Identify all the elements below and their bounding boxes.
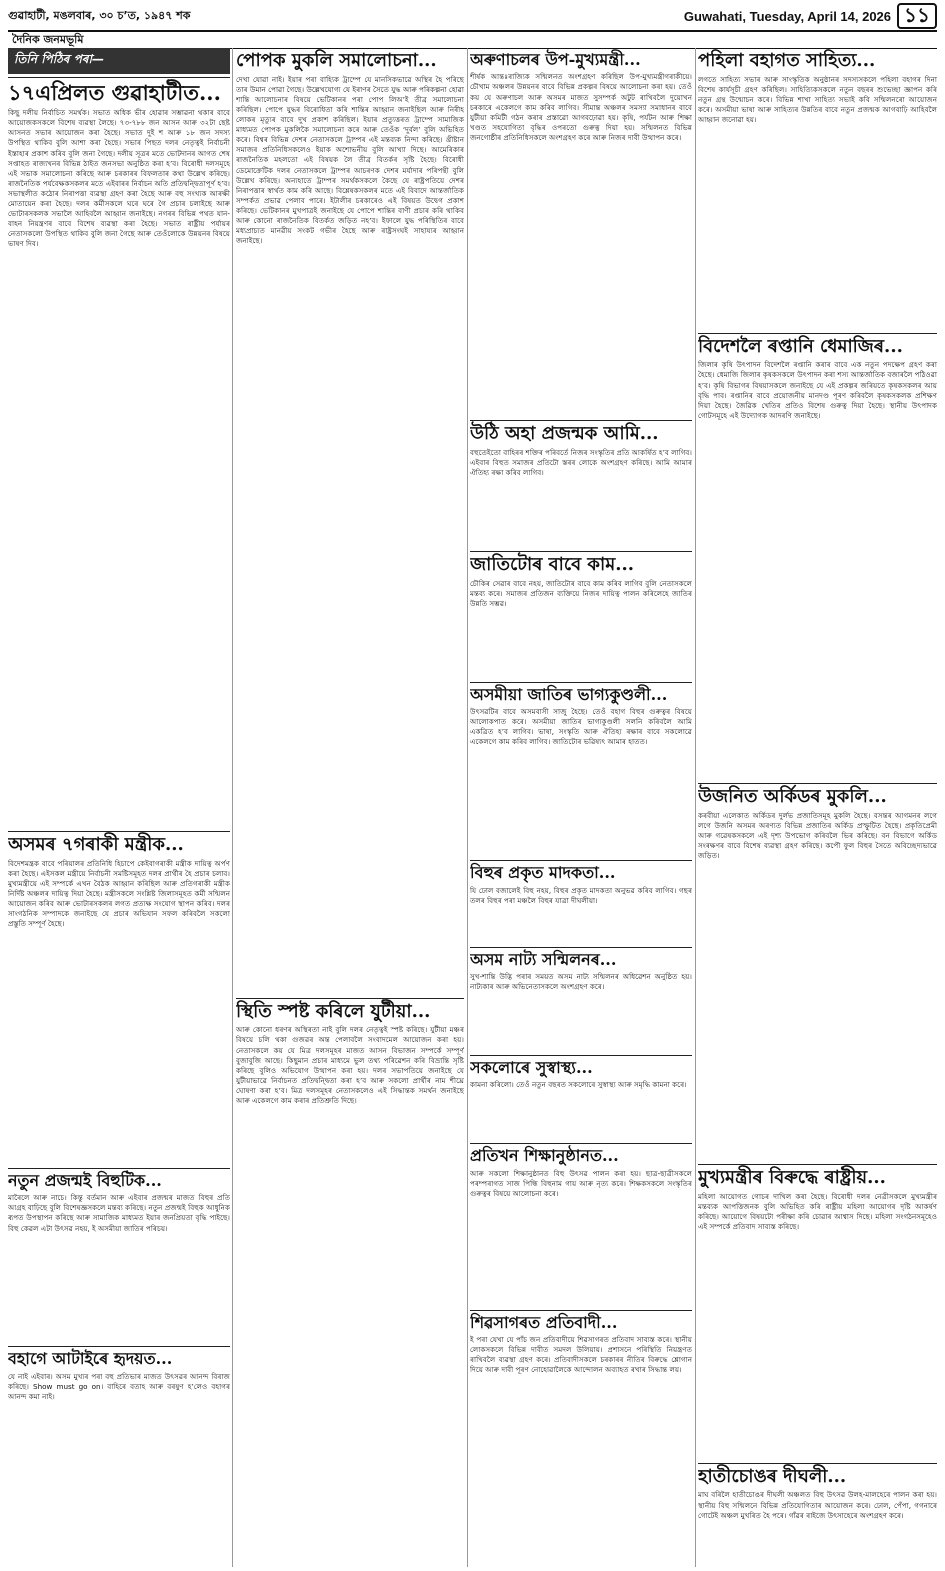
- article-good-health: [470, 1055, 692, 1140]
- column-divider: [232, 48, 233, 1567]
- headline: পোপক মুকলি সমালোচনা...: [236, 50, 437, 71]
- headline: শিৱসাগৰত প্ৰতিবাদী...: [470, 1312, 618, 1332]
- article-seven-ministers: [8, 831, 230, 1165]
- article-cm-womens-commission: [698, 1164, 937, 1460]
- headline: প্ৰতিখন শিক্ষানুষ্ঠানত...: [470, 1146, 619, 1166]
- article-rising-generation: [470, 420, 692, 548]
- article-alliance-stand: [236, 998, 464, 1567]
- headline: ১৭এপ্ৰিলত গুৱাহাটীত...: [8, 80, 221, 105]
- headline: অসমৰ ৭গৰাকী মন্ত্ৰীক...: [8, 834, 184, 856]
- article-natya-sanmilan: [470, 947, 692, 1052]
- headline: উঠি অহা প্ৰজন্মক আমি...: [470, 423, 659, 445]
- column-2: [236, 48, 464, 1567]
- headline: অৰুণাচলৰ উপ-মুখ্যমন্ত্ৰী...: [470, 50, 641, 69]
- article-body: কৰবীয়া এলেকাত অৰ্কিডৰ দুৰ্লভ প্ৰজাতিসমূহ মুকলি হৈছে। বসন্তৰ আগমনৰ লগে লগে উজনি অসমৰ অৰণ্যত বিভিন্ন প্ৰজাতিৰ অৰ্কিড প্ৰস্ফুটিত হৈছে। প্ৰকৃতিপ্ৰেমী আৰু গৱেষকসকলে এই দৃশ্য উপভোগ কৰিবলৈ ভিৰ কৰিছে। বন বিভাগে অৰ্কিড সংৰক্ষণৰ বাবে বিশেষ ব্যৱস্থা গ্ৰহণ কৰিছে। কপৌ ফুল বিহুৰ সৈতে অবিচ্ছেদ্যভাৱে জড়িত।: [698, 811, 937, 861]
- headline: উজনিত অৰ্কিডৰ মুকলি...: [698, 786, 887, 808]
- headline: হাতীচোঙৰ দীঘলী...: [698, 1465, 847, 1487]
- article-assamese-destiny: [470, 682, 692, 857]
- article-body: যে নাই এইবাৰ। অসম মুখ্যৰ পৰা বহু প্ৰতিভাৰ মাজত উৎসৱৰ আনন্দ বিৰাজ কৰিছে। Show must go on। বাহিৰে বতাহ আৰু বৰষুণ হ’লেও বহাগৰ আনন্দ কমা নাই।: [8, 1371, 230, 1401]
- header-date-english: Guwahati, Tuesday, April 14, 2026: [683, 8, 892, 24]
- headline: অসমীয়া জাতিৰ ভাগ্যকুণ্ডলী...: [470, 684, 668, 704]
- article-body: বহুতেইতো বাহিৰৰ শক্তিৰ পৰিবৰ্তে নিজৰ সংস্কৃতিৰ প্ৰতি আকৰ্ষিত হ’ব লাগিব। এইবাৰ বিহুত সমাজৰ প্ৰতিটো স্তৰৰ লোকে অংশগ্ৰহণ কৰিছে। আমি আমাৰ ঐতিহ্য ৰক্ষা কৰিব লাগিব।: [470, 448, 692, 478]
- article-guwahati-meeting: [8, 77, 230, 828]
- column-divider: [695, 48, 696, 1567]
- article-body: কামনা কৰিলো। তেওঁ নতুন বছৰত সকলোৰে সুস্বাস্থ্য আৰু সমৃদ্ধি কামনা কৰে।: [470, 1080, 687, 1090]
- article-orchid-bloom: [698, 783, 937, 1161]
- article-body: সুখ-শান্তি উদ্ভি পৰাৰ সময়ত অসম নাট্য সন্মিলনৰ অধিৱেশন অনুষ্ঠিত হয়। নাট্যকাৰ আৰু অভিনেতাসকলে অংশগ্ৰহণ কৰে।: [470, 971, 692, 992]
- article-body: আৰু সকলো শিক্ষানুষ্ঠানত বিহু উৎসৱ পালন কৰা হয়। ছাত্ৰ-ছাত্ৰীসকলে পৰম্পৰাগত সাজ পিন্ধি বিহুনাম গায় আৰু নৃত্য কৰে। শিক্ষকসকলে সংস্কৃতিৰ গুৰুত্বৰ বিষয়ে আলোচনা কৰে।: [470, 1168, 692, 1198]
- headline: স্থিতি স্পষ্ট কৰিলে যুটীয়া...: [236, 1000, 431, 1022]
- headline: সকলোৰে সুস্বাস্থ্য...: [470, 1057, 593, 1077]
- continued-label: তিনি পিঠিৰ পৰা—: [8, 48, 230, 74]
- article-arunachal-deputy-cm: [470, 48, 692, 417]
- column-divider: [467, 48, 468, 1567]
- article-body: চৌকিৰ সেৱাৰ বাবে নহয়, জাতিটোৰ বাবে কাম কৰিব লাগিব বুলি নেতাসকলে মন্তব্য কৰে। সমাজৰ প্ৰতিজন ব্যক্তিয়ে নিজৰ দায়িত্ব পালন কৰিলেহে জাতিৰ উন্নতি সম্ভৱ।: [470, 578, 692, 608]
- article-bohag-literature: [698, 48, 937, 330]
- article-body: শীৰ্ষক আন্তঃৰাজ্যিক সন্মিলনত অংশগ্ৰহণ কৰিছিল উপ-মুখ্যমন্ত্ৰীগৰাকীয়ে। চৌখাম অঞ্চলৰ উন্নয়নৰ বাবে বিভিন্ন প্ৰকল্পৰ বিষয়ে আলোচনা কৰা হয়। তেওঁ কয় যে অৰুণাচল আৰু অসমৰ মাজত সুসম্পৰ্ক অটুট ৰাখিবলৈ দুয়োখন চৰকাৰে একেলগে কাম কৰিব লাগিব। সীমান্ত অঞ্চলৰ সমস্যা সমাধানৰ বাবে যুটীয়া কমিটী গঠন কৰাৰ প্ৰস্তাৱো আগবঢ়োৱা হয়। কৃষি, পৰ্যটন আৰু শিক্ষা খণ্ডত সহযোগিতা বৃদ্ধিৰ ওপৰতো গুৰুত্ব দিয়া হয়। সন্মিলনত বিভিন্ন জনগোষ্ঠীৰ প্ৰতিনিধিসকলে অংশগ্ৰহণ কৰে আৰু নিজৰ দাবী উত্থাপন কৰে।: [470, 72, 692, 142]
- page-number: ১১: [897, 3, 937, 29]
- article-work-for-nation: [470, 551, 692, 679]
- headline: বিদেশলৈ ৰপ্তানি ধেমাজিৰ...: [698, 335, 903, 357]
- article-bohag-hearts: [8, 1346, 230, 1461]
- headline: পহিলা বহাগত সাহিত্য...: [698, 50, 876, 71]
- article-body: জিলাৰ কৃষি উৎপাদন বিদেশলৈ ৰপ্তানি কৰাৰ বাবে এক নতুন পদক্ষেপ গ্ৰহণ কৰা হৈছে। ধেমাজি জিলাৰ কৃষকসকলে উৎপাদন কৰা শস্য আন্তৰ্জাতিক বজাৰলৈ পঠিওৱা হ’ব। কৃষি বিভাগৰ বিষয়াসকলে জনাইছে যে এই প্ৰকল্পৰ জৰিয়তে কৃষকসকলৰ আয় বৃদ্ধি পাব। ৰপ্তানিৰ বাবে প্ৰয়োজনীয় মানদণ্ড পূৰণ কৰিবলৈ কৃষকসকলক প্ৰশিক্ষণ দিয়া হৈছে। জৈৱিক খেতিৰ প্ৰতিও বিশেষ গুৰুত্ব দিয়া হৈছে। স্থানীয় উৎপাদক গোটসমূহে এই উদ্যোগক আদৰণি জনাইছে।: [698, 360, 937, 420]
- article-body: মাঘ বৰিলৈ হাতীচোঙৰ দীঘলী অঞ্চলত বিহু উৎসৱ উলহ-মালহেৰে পালন কৰা হয়। স্থানীয় বিহু সন্মিলনে বিভিন্ন প্ৰতিযোগিতাৰ আয়োজন কৰে। ঢোল, পেঁপা, গগনাৰে গোটেই অঞ্চল মুখৰিত হৈ পৰে। গাঁৱৰ ৰাইজে উৎসাহেৰে অংশগ্ৰহণ কৰে।: [698, 1490, 937, 1520]
- header-date-assamese: গুৱাহাটী, মঙলবাৰ, ৩০ চ’ত, ১৯৪৭ শক: [8, 8, 191, 22]
- article-body: লগতে সাহিত্য সভাৰ আৰু সাংস্কৃতিক অনুষ্ঠানৰ সদস্যসকলে পহিলা বহাগৰ দিনা বিশেষ কাৰ্যসূচী গ্ৰহণ কৰিছিল। সাহিত্যিকসকলে নতুন বছৰৰ শুভেচ্ছা জ্ঞাপন কৰি নতুন গ্ৰন্থ উন্মোচন কৰে। বিভিন্ন শাখা সাহিত্য সভাই কবি সন্মিলনৰো আয়োজন কৰে। অসমীয়া ভাষা আৰু সাহিত্যৰ উন্নতিৰ বাবে নতুন প্ৰজন্মক আগবাঢ়ি আহিবলৈ আহ্বান জনোৱা হয়।: [698, 74, 937, 125]
- header-right: [684, 3, 937, 29]
- article-pope-criticism: [236, 48, 464, 995]
- headline: নতুন প্ৰজন্মই বিহুটিক...: [8, 1170, 162, 1190]
- article-body: উৎসৱটিৰ বাবে অসমবাসী সাজু হৈছে। তেওঁ বহাগ বিহুৰ গুৰুত্বৰ বিষয়ে আলোকপাত কৰে। অসমীয়া জাতিৰ ভাগ্যকুণ্ডলী সলনি কৰিবলৈ আমি একত্ৰিত হ’ব লাগিব। ভাষা, সংস্কৃতি আৰু ঐতিহ্য ৰক্ষাৰ বাবে সকলোৱে একেলগে কাম কৰিব লাগিব। জাতিটোৰ ভৱিষ্যৎ আমাৰ হাতত।: [470, 707, 692, 747]
- article-hatichong-dighali: [698, 1463, 937, 1567]
- headline: মুখ্যমন্ত্ৰীৰ বিৰুদ্ধে ৰাষ্ট্ৰীয়...: [698, 1167, 886, 1189]
- article-body: দেখা যোৱা নাই। ইয়াৰ পৰা বাহ্যিক ট্ৰাম্পে যে মানসিকভাৱে অস্থিৰ হৈ পৰিছে তাৰ উমান পোৱা গৈছে। উল্লেখযোগ্য যে ইৰাণৰ সৈতে যুদ্ধ আৰু পৰিকল্পনা হোৱা শান্তি আলোচনাৰ বিষয়ে ভেটিকানৰ পৰা পোপ লিঅ’ই তীব্ৰ সমালোচনা কৰিছিল। পোপে যুদ্ধৰ বিৰোধিতা কৰি শান্তিৰ আহ্বান জনাইছিল আৰু নিৰীহ লোকৰ মৃত্যুৰ বাবে দুখ প্ৰকাশ কৰিছিল। ইয়াৰ প্ৰত্যুত্তৰত ট্ৰাম্পে সামাজিক মাধ্যমত পোপক মুকলিকৈ সমালোচনা কৰে আৰু তেওঁক ‘দুৰ্বল’ বুলি অভিহিত কৰে। বিশ্বৰ বিভিন্ন দেশৰ নেতাসকলে ট্ৰাম্পৰ এই মন্তব্যক নিন্দা কৰিছে। খ্ৰীষ্টান সমাজৰ প্ৰতিনিধিসকলেও ইয়াক অশোভনীয় বুলি আখ্যা দিছে। আমেৰিকাৰ ৰাজনৈতিক মহলতো এই বিষয়ক লৈ তীব্ৰ বিতৰ্কৰ সৃষ্টি হৈছে। বিৰোধী ডেমোক্ৰেটিক দলৰ নেতাসকলে ট্ৰাম্পৰ আচৰণক দেশৰ মৰ্যাদাৰ পৰিপন্থী বুলি উল্লেখ কৰিছে। অন্যহাতে ট্ৰাম্পৰ সমৰ্থকসকলে কৈছে যে ৰাষ্ট্ৰপতিয়ে দেশৰ নিৰাপত্তাৰ স্বাৰ্থত কাম কৰি আছে। বিশ্লেষকসকলৰ মতে এই বিবাদে আন্তৰ্জাতিক সম্পৰ্কত প্ৰভাৱ পেলাব পাৰে। ইটালীৰ চৰকাৰেও এই বিষয়ত উদ্বেগ প্ৰকাশ কৰিছে। ভেটিকানৰ মুখপাত্ৰই জনাইছে যে পোপে শান্তিৰ বাণী প্ৰচাৰ কৰি থাকিব আৰু কোনো ৰাজনৈতিক বিতৰ্কত জড়িত নহ’ব। ইফালে যুদ্ধ পৰিস্থিতিৰ বাবে মধ্যপ্ৰাচ্যত মানৱীয় সংকট গভীৰ হৈছে আৰু ৰাষ্ট্ৰসংঘই সাহায্যৰ আহ্বান জনাইছে।: [236, 74, 464, 246]
- article-body: যি ঢোল বজালেই বিহু নহয়, বিহুৰ প্ৰকৃত মাদকতা অনুভৱ কৰিব লাগিব। গছৰ তলৰ বিহুৰ পৰা মঞ্চলৈ বিহুৰ যাত্ৰা দীঘলীয়া।: [470, 885, 692, 905]
- page-header: [8, 4, 937, 28]
- article-educational-institutions: [470, 1143, 692, 1306]
- article-sivasagar-protest: [470, 1310, 692, 1567]
- article-body: ই পৰা যেখা যে পাঁচ জন প্ৰতিবাদীয়ে শিৱসাগৰত প্ৰতিবাদ সাব্যস্ত কৰে। স্থানীয় লোকসকলে বিভিন্ন দাবীত সমদল উলিয়ায়। প্ৰশাসনে পৰিস্থিতি নিয়ন্ত্ৰণত ৰাখিবলৈ ব্যৱস্থা গ্ৰহণ কৰে। প্ৰতিবাদীসকলে চৰকাৰৰ নীতিৰ বিৰুদ্ধে শ্লোগান দিয়ে আৰু দাবী পূৰণ নোহোৱালৈকে আন্দোলন অব্যাহত ৰখাৰ সিদ্ধান্ত লয়।: [470, 1335, 692, 1375]
- article-body: মহিলা আয়োগত গোচৰ দাখিল কৰা হৈছে। বিৰোধী দলৰ নেত্ৰীসকলে মুখ্যমন্ত্ৰীৰ মন্তব্যক আপত্তিজনক বুলি অভিহিত কৰি ৰাষ্ট্ৰীয় মহিলা আয়োগৰ দৃষ্টি আকৰ্ষণ কৰিছে। আয়োগে বিষয়টো পৰীক্ষা কৰি চোৱাৰ আশ্বাস দিছে। মহিলা সংগঠনসমূহেও এই সম্পৰ্কে প্ৰতিবাদ সাব্যস্ত কৰিছে।: [698, 1191, 937, 1232]
- article-body: কিছু দলীয় নিৰ্বাচিত সমৰ্থক। সভাত অধিক ভীৰ হোৱাৰ সম্ভাৱনা থকাৰ বাবে আয়োজকসকলে বিশেষ ব্যৱস্থা লৈছে। ৭৩-৭৮৮ জন আসন আৰু ৩২টা ছেষ্ট আসনত সভাৰ আয়োজন কৰা হৈছে। সভাত দুই শ আৰু ১৮ জন সদস্য উপস্থিত থাকিব বুলি আশা কৰা হৈছে। সভাৰ পিছত দলৰ নেতৃত্বই নিৰ্বাচনী ইস্তাহাৰ প্ৰকাশ কৰিব বুলি জনা গৈছে। দলীয় সূত্ৰৰ মতে ভোটদানৰ আগত শেষ সপ্তাহত ৰাজ্যখনৰ বিভিন্ন ঠাইত জনসভা অনুষ্ঠিত কৰা হ’ব। বিৰোধী দলসমূহে এই সভাক সমালোচনা কৰিছে আৰু চৰকাৰৰ বিফলতাৰ কথা উল্লেখ কৰিছে। ৰাজনৈতিক পৰ্যবেক্ষকসকলৰ মতে এইবাৰৰ নিৰ্বাচন অতি প্ৰতিদ্বন্দ্বিতাপূৰ্ণ হ’ব। সভাস্থলীত কঠোৰ নিৰাপত্তা ব্যৱস্থা গ্ৰহণ কৰা হৈছে আৰু বহু সংখ্যক আৰক্ষী মোতায়েন কৰা হৈছে। দলৰ কৰ্মীসকলে ঘৰে ঘৰে গৈ প্ৰচাৰ চলাইছে আৰু ভোটাৰসকলক সভালৈ আহিবলৈ আহ্বান জনাইছে। নগৰৰ বিভিন্ন পথত যান-বাহন নিয়ন্ত্ৰণৰ বাবে বিশেষ ব্যৱস্থা কৰা হৈছে। সভাত ৰাষ্ট্ৰীয় পৰ্যায়ৰ নেতাসকলো উপস্থিত থাকিব বুলি জনা গৈছে আৰু তেওঁলোকে উন্নয়নৰ বিষয়ে ভাষণ দিব।: [8, 108, 230, 249]
- column-1: [8, 48, 230, 1567]
- column-3: [470, 48, 692, 1567]
- headline: অসম নাট্য সন্মিলনৰ...: [470, 949, 617, 969]
- article-body: বিদেশমন্ত্ৰক বাবে পৰিয়ালৰ প্ৰতিনিধি হিচাপে কেইবাগৰাকী মন্ত্ৰীক দায়িত্ব অৰ্পণ কৰা হৈছে। এইসকল মন্ত্ৰীয়ে নিৰ্বাচনী সমষ্টিসমূহত দলৰ প্ৰাৰ্থীৰ হৈ প্ৰচাৰ চলাব। মুখ্যমন্ত্ৰীয়ে এই সম্পৰ্কে এখন বৈঠক আহ্বান কৰিছিল আৰু প্ৰতিগৰাকী মন্ত্ৰীক নিৰ্দিষ্ট অঞ্চলৰ দায়িত্ব দিয়া হৈছে। মন্ত্ৰীসকলে সংশ্লিষ্ট জিলাসমূহত কৰ্মী সন্মিলন আয়োজন কৰিব আৰু ভোটাৰসকলৰ লগত প্ৰত্যক্ষ সংযোগ স্থাপন কৰিব। দলৰ সাংগঠনিক সম্পাদকে জনাইছে যে প্ৰচাৰ অভিযান সফল কৰিবলৈ সকলো প্ৰস্তুতি সম্পূৰ্ণ হৈছে।: [8, 858, 230, 929]
- article-body: আৰু কোনো ধৰণৰ অস্থিৰতা নাই বুলি দলৰ নেতৃত্বই স্পষ্ট কৰিছে। যুটীয়া মঞ্চৰ বিষয়ে চলি থকা গুজৱৰ অন্ত পেলাবলৈ সংবাদমেল আয়োজন কৰা হয়। নেতাসকলে কয় যে মিত্ৰ দলসমূহৰ মাজত আসন বিভাজন সম্পৰ্কে সম্পূৰ্ণ বুজাবুজি আছে। কিছুমান প্ৰচাৰ মাধ্যমে ভুল তথ্য পৰিৱেশন কৰি বিভ্ৰান্তি সৃষ্টি কৰিছে বুলিও অভিযোগ উত্থাপন কৰা হয়। দলৰ সভাপতিয়ে জনাইছে যে যুটীয়াভাৱে নিৰ্বাচনত প্ৰতিদ্বন্দ্বিতা কৰা হ’ব আৰু সকলো প্ৰাৰ্থীৰ নাম শীঘ্ৰে ঘোষণা কৰা হ’ব। মিত্ৰ দলসমূহৰ নেতাসকলেও এই সিদ্ধান্তক সমৰ্থন জনাইছে আৰু একেলগে কাম কৰাৰ প্ৰতিশ্ৰুতি দিছে।: [236, 1025, 464, 1106]
- headline: জাতিটোৰ বাবে কাম...: [470, 554, 635, 576]
- paper-name: দৈনিক জনমভূমি: [8, 30, 937, 49]
- article-bihu-intoxication: [470, 860, 692, 943]
- column-4: [698, 48, 937, 1567]
- headline: বিহুৰ প্ৰকৃত মাদকতা...: [470, 863, 616, 883]
- article-new-generation-bihu: [8, 1168, 230, 1343]
- headline: বহাগে আটাইৰে হৃদয়ত...: [8, 1349, 173, 1369]
- article-dhemaji-export: [698, 333, 937, 781]
- article-body: মাৰৈলে আৰু নাচে। কিন্তু বৰ্তমান আৰু এইবাৰ প্ৰজন্মৰ মাজত বিহুৰ প্ৰতি আগ্ৰহ বাঢ়িছে বুলি বিশেষজ্ঞসকলে মন্তব্য কৰিছে। নতুন প্ৰজন্মই বিহুক আধুনিক ৰূপত উপস্থাপন কৰিছে আৰু সামাজিক মাধ্যমত ইয়াৰ জনপ্ৰিয়তা বৃদ্ধি পাইছে। বিহু কেৱল এটা উৎসৱ নহয়, ই অসমীয়া জাতিৰ পৰিচয়।: [8, 1193, 230, 1233]
